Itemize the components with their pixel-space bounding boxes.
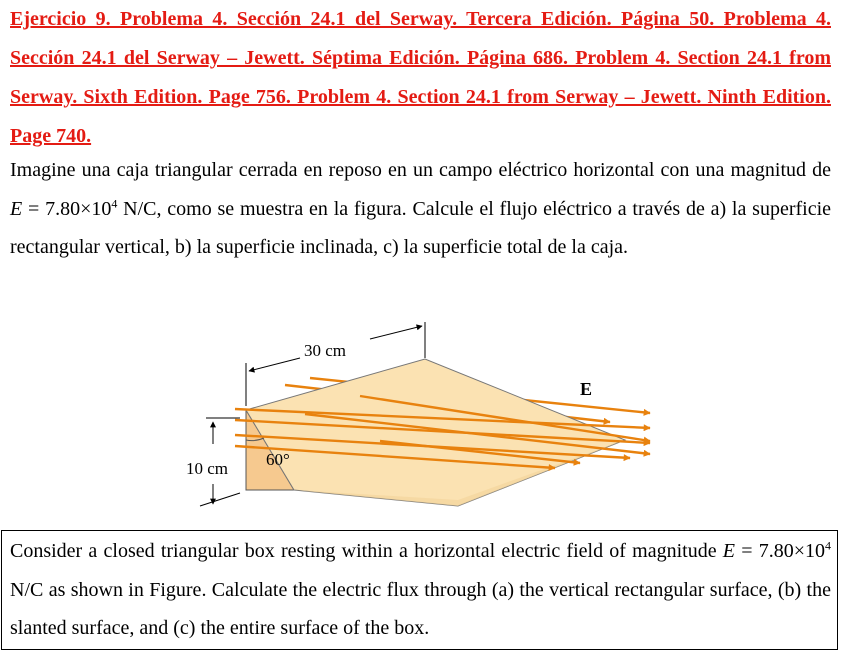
english-exponent: 4 (825, 538, 832, 553)
width-label: 30 cm (304, 341, 347, 360)
spanish-text-end: N/C, como se muestra en la figura. Calcule el flujo eléctrico a través de a) la superficie rectangular vertical, b) la superficie inclinada, c) la superficie total de la caja. (10, 197, 832, 258)
english-text-start: Consider a closed triangular box resting within a horizontal electric field of magnitude (10, 540, 723, 562)
spanish-exponent: 4 (111, 195, 118, 210)
spanish-field-value: = 7.80×10 (22, 197, 112, 220)
angle-label: 60° (266, 450, 290, 469)
spanish-problem-statement (10, 151, 831, 267)
english-text-end: N/C as shown in Figure. Calculate the electric flux through (a) the vertical rectangular surface, (b) the slanted surface, and (c) the entire surface of the box. (10, 578, 831, 639)
spanish-field-variable: E (10, 197, 23, 220)
height-label: 10 cm (186, 459, 229, 478)
spanish-text-start: Imagine una caja triangular cerrada en reposo en un campo eléctrico horizontal con una magnitud de (10, 159, 831, 181)
english-problem-statement (10, 532, 831, 648)
box-slanted-face (246, 359, 625, 506)
english-statement-box (1, 530, 838, 650)
english-field-variable: E (722, 540, 736, 562)
english-field-value: = 7.80×10 (735, 540, 826, 562)
field-label: E (580, 379, 593, 399)
triangular-box-figure (180, 318, 660, 518)
problem-reference-heading: Ejercicio 9. Problema 4. Sección 24.1 del Serway. Tercera Edición. Página 50. Problema 4. Sección 24.1 del Serway – Jewett. Séptima Edición. Página 686. Problem 4. Section 24.1 from Serway. Sixth Edition. Page 756. Problem 4. Section 24.1 from Serway – Jewett. Ninth Edition. Page 740. (10, 8, 831, 147)
